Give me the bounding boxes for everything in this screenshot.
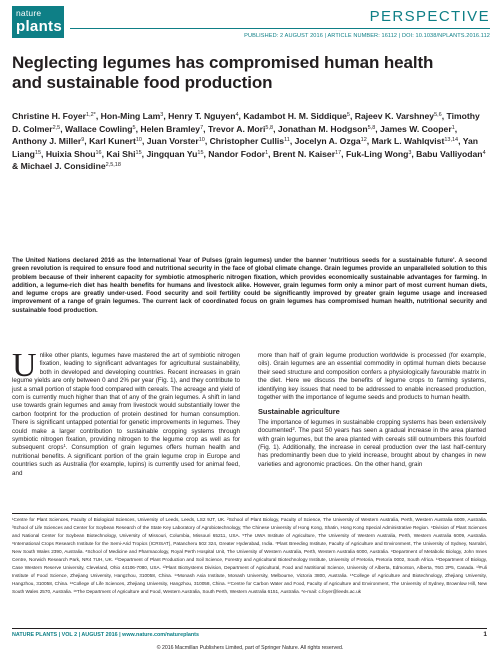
body-column-left xyxy=(12,347,240,478)
author-name: Jingquan Yu xyxy=(146,148,198,159)
reference-marker[interactable]: 1 xyxy=(63,443,66,449)
author-list: Christine H. Foyer$^{1,2*}$, Hon-Ming Lam$^3$, Henry T. Nguyen$^4$, Kadambot H. M. Siddique$^5$, Rajeev K. Varshney$^{5,6}$, Timothy D. Colmer$^{2,5}$, Wallace Cowling$^5$, Helen Bramley$^7$, Trevor A. Mori$^{5,8}$, Jonathan M. Hodgson$^{5,8}$, James W. Cooper$^1$, Anthony J. Miller$^9$, Karl Kunert$^{10}$, Juan Vorster$^{10}$, Christopher Cullis$^{11}$, Jocelyn A. Ozga$^{12}$, Mark L. Wahlqvist$^{13,14}$, Yan Liang$^{15}$, Huixia Shou$^{16}$, Kai Shi$^{15}$, Jingquan Yu$^{15}$, Nandor Fodor$^1$, Brent N. Kaiser$^{17}$, Fuk-Ling Wong$^3$, Babu Valliyodan$^4$ & Michael J. Considine$^{2,5,18}$ xyxy=(12,111,486,172)
author-name: Christine H. Foyer xyxy=(12,111,87,121)
affiliations xyxy=(12,516,487,596)
author-affiliation-marker: 10 xyxy=(198,137,205,144)
author-affiliation-marker: 2,5 xyxy=(52,124,61,131)
abstract: The United Nations declared 2016 as the International Year of Pulses (grain legumes) under the banner 'nutritious seeds for a sustainable future'. A second green revolution is required to ensure food and nutritional security in the face of global climate change. Grain legumes provide an unparalleled solution to this problem because of their inherent capacity for symbiotic atmospheric nitrogen fixation, which provides economically sustainable advantages for farming. In addition, a legume-rich diet has health benefits for humans and livestock alike. However, grain legumes form only a minor part of most current human diets, and legume crops are greatly under-used. Food security and soil fertility could be significantly improved by greater grain legume usage and increased improvement of a range of grain legumes. The current lack of coordinated focus on grain legumes has compromised human health, nutritional security and sustainable food production. xyxy=(12,257,487,314)
author-name: Timothy D. Colmer xyxy=(12,111,480,134)
article-type: PERSPECTIVE xyxy=(369,8,490,25)
author[interactable] xyxy=(243,111,350,121)
author[interactable] xyxy=(208,149,268,159)
author[interactable] xyxy=(140,124,203,134)
author[interactable] xyxy=(12,136,84,146)
author-name: Hon-Ming Lam xyxy=(100,111,161,121)
author-affiliation-marker: 11 xyxy=(284,137,290,144)
author[interactable] xyxy=(273,149,341,159)
intro-paragraph-continued: more than half of grain legume production worldwide is processed (for example, oils). Grain legumes are an essential commodity in optimal human diets because their seed structure and composition confers a physiologically favourable matrix in the diet. Here we discuss the benefits of legume crops to farming systems, identifying key issues that need to be addressed to enable increased production, together with the importance of legume seeds and products to human health. xyxy=(258,352,486,402)
author-affiliation-marker: 15 xyxy=(197,149,204,156)
author[interactable] xyxy=(46,149,102,159)
logo-line1: nature xyxy=(16,8,42,18)
author-affiliation-marker: 1 xyxy=(451,124,455,131)
intro-paragraph: nlike other plants, legumes have mastered the art of symbiotic nitrogen fixation, leading to significant advantages for agricultural sustainability, both in developed and developing countries. Recent increases in grain legume yields are only between 0 and 2% per year (Fig. 1), and they contribute to just a small portion of staple food compared with cereals. The acreage and yield of corn is currently much higher than that of any of the grain legumes. A shift in land use towards grain legumes and away from livestock would substantially lower the carbon footprint for the production of protein destined for human consumption. There is significant untapped potential for genetic improvements in legumes. They could make a larger contribution to sustainable cropping systems through symbiotic nitrogen fixation, providing nitrogen to the legume crop as well as for subsequent crops$^1$. Consumption of grain legumes offers human health and nutritional benefits. A significant portion of the grain legume crop in Europe and countries such as Australia (for example, lupins) is currently used for animal feed, and xyxy=(12,352,240,477)
author[interactable] xyxy=(12,111,96,121)
author-affiliation-marker: 12 xyxy=(360,137,367,144)
author-affiliation-marker: 5,6 xyxy=(434,112,442,118)
author-affiliation-marker: 5,8 xyxy=(265,124,274,131)
author-name: Jonathan M. Hodgson xyxy=(277,123,368,134)
author[interactable] xyxy=(416,149,485,159)
author-name: Karl Kunert xyxy=(89,136,136,147)
author-name: Kai Shi xyxy=(106,148,136,159)
author[interactable] xyxy=(355,111,442,121)
author-affiliation-marker: 1 xyxy=(265,149,269,156)
author-name: Henry T. Nguyen xyxy=(168,111,236,121)
footer-journal: NATURE PLANTS | VOL 2 | AUGUST 2016 | www.nature.com/natureplants xyxy=(12,632,199,638)
author-affiliation-marker: 5,8 xyxy=(367,124,376,131)
affiliations-rule xyxy=(12,513,487,514)
author[interactable] xyxy=(295,136,367,146)
body-column-right xyxy=(258,352,486,469)
author-name: James W. Cooper xyxy=(380,123,452,134)
author-affiliation-marker: 15 xyxy=(34,149,42,156)
author-affiliation-marker: 4 xyxy=(235,112,239,118)
section-paragraph: The importance of legumes in sustainable cropping systems has been extensively documented$^2$. The past 50 years has seen a gradual increase in the area planted with grain legumes, but the area planted with cereals still outnumbers this fourfold (Fig. 1). Additionally, the increase in cereal production over the last half-century has predominantly been due to yield increase, brought about by changes in new varieties and agronomic practices. On the other hand, grain xyxy=(258,418,486,468)
author-affiliation-marker: 5 xyxy=(132,124,136,131)
author-name: Nandor Fodor xyxy=(208,148,266,159)
author[interactable] xyxy=(147,136,205,146)
journal-logo xyxy=(12,6,64,38)
author-name: Michael J. Considine xyxy=(20,161,106,172)
author[interactable] xyxy=(89,136,142,146)
author[interactable] xyxy=(146,149,203,159)
author-affiliation-marker: 9 xyxy=(81,137,85,144)
author-name: Huixia Shou xyxy=(45,148,96,159)
author-affiliation-marker: 2,5,18 xyxy=(105,162,121,169)
author-name: Kadambot H. M. Siddique xyxy=(243,111,347,121)
section-heading: Sustainable agriculture xyxy=(258,407,340,417)
author-name: Brent N. Kaiser xyxy=(272,148,336,159)
author-name: Juan Vorster xyxy=(146,136,199,147)
author[interactable] xyxy=(210,136,290,146)
author-affiliation-marker: 4 xyxy=(482,149,486,156)
page-number: 1 xyxy=(483,631,487,638)
author[interactable] xyxy=(278,124,375,134)
author-affiliation-marker: 3 xyxy=(160,112,164,118)
affiliations-text: ¹Centre for Plant Sciences, Faculty of Biological Sciences, University of Leeds, Leeds, LS2 9JT, UK. ²School of Plant Biology, Faculty of Science, The University of Western Australia, Perth, Western Australia 6009, Australia. ³School of Life Sciences and Center for Soybean Research of the State Key Laboratory of Agrobiotechnology, The Chinese University of Hong Kong, Shatin, Hong Kong Special Administrative Region. ⁴Division of Plant Sciences and National Center for Soybean Biotechnology, University of Missouri, Columbia, Missouri 65211, USA. ⁵The UWA Institute of Agriculture, The University of Western Australia, Perth, Western Australia 6009, Australia. ⁶International Crops Research Institute for the Semi-Arid Tropics (ICRISAT), Patancheru 502 324, Greater Hyderabad, India. ⁷Plant Breeding Institute, Faculty of Agriculture and Environment, The University of Sydney, Narrabri, New South Wales 2390, Australia. ⁸School of Medicine and Pharmacology, Royal Perth Hospital Unit, The University of Western Australia, Perth, Western Australia 6000, Australia. ⁹Department of Metabolic Biology, John Innes Centre, Norwich Research Park, NR4 7UH, UK. ¹⁰Department of Plant Production and Soil Science, Forestry and Agricultural Biotechnology Institute, University of Pretoria, Pretoria 0002, South Africa. ¹¹Department of Biology, Case Western Reserve University, Cleveland, Ohio 44106-7080, USA. ¹²Plant BioSystems Division, Department of Agricultural, Food and Nutritional Science, University of Alberta, Edmonton, Alberta, T6G 2P5, Canada. ¹³Fuli Institute of Food Science, Zhejiang University, Hangzhou, 310058, China. ¹⁴Monash Asia Institute, Monash University, Melbourne, Victoria 3800, Australia. ¹⁵College of Agriculture and Biotechnology, Zhejiang University, Hangzhou, 310058, China. ¹⁶College of Life Sciences, Zhejiang University, Hangzhou, 310058, China. ¹⁷Centre for Carbon Water and Food, Faculty of Agriculture and Environment, The University of Sydney, Brownlow Hill, New South Wales 2570, Australia. ¹⁸The Department of Agriculture and Food, Western Australia, South Perth, Western Australia 6151, Australia. xyxy=(12,517,487,594)
author-name: Christopher Cullis xyxy=(209,136,285,147)
author-affiliation-marker: 15 xyxy=(135,149,142,156)
author[interactable] xyxy=(21,161,121,171)
author-name: Fuk-Ling Wong xyxy=(345,148,409,159)
author[interactable] xyxy=(208,124,273,134)
author-name: Trevor A. Mori xyxy=(207,123,266,134)
author[interactable] xyxy=(372,136,459,146)
author-affiliation-marker: 13,14 xyxy=(444,137,459,144)
author[interactable] xyxy=(380,124,455,134)
author-name: Babu Valliyodan xyxy=(416,148,483,159)
author-affiliation-marker: 17 xyxy=(335,149,342,156)
author-name: Rajeev K. Varshney xyxy=(354,111,435,121)
author-affiliation-marker: 1,2* xyxy=(86,112,96,118)
author-name: Yan Liang xyxy=(12,136,479,159)
author-affiliation-marker: 5 xyxy=(346,112,350,118)
drop-cap: U xyxy=(12,347,37,384)
author-name: Mark L. Wahlqvist xyxy=(371,136,445,147)
author[interactable] xyxy=(101,111,164,121)
header-rule xyxy=(70,28,490,29)
author-name: Jocelyn A. Ozga xyxy=(294,136,361,147)
logo-line2: plants xyxy=(16,18,62,35)
author-affiliation-marker: 16 xyxy=(95,149,102,156)
author[interactable] xyxy=(65,124,136,134)
author-name: Helen Bramley xyxy=(140,123,201,134)
author-name: Wallace Cowling xyxy=(65,123,133,134)
author[interactable] xyxy=(346,149,411,159)
author[interactable] xyxy=(106,149,141,159)
publication-info: PUBLISHED: 2 AUGUST 2016 | ARTICLE NUMBER: 16112 | DOI: 10.1038/NPLANTS.2016.112 xyxy=(244,33,490,39)
footer-rule xyxy=(12,628,487,629)
author-name: Anthony J. Miller xyxy=(12,136,82,147)
correspondence-email[interactable]: *e-mail: c.foyer@leeds.ac.uk xyxy=(301,588,362,594)
copyright: © 2016 Macmillan Publishers Limited, part of Springer Nature. All rights reserved. xyxy=(156,645,344,651)
author[interactable] xyxy=(168,111,238,121)
author-affiliation-marker: 10 xyxy=(135,137,142,144)
author-affiliation-marker: 3 xyxy=(408,149,412,156)
article-title: Neglecting legumes has compromised human health and sustainable food production xyxy=(12,53,434,92)
reference-marker[interactable]: 2 xyxy=(292,426,295,432)
author-affiliation-marker: 7 xyxy=(200,124,204,131)
